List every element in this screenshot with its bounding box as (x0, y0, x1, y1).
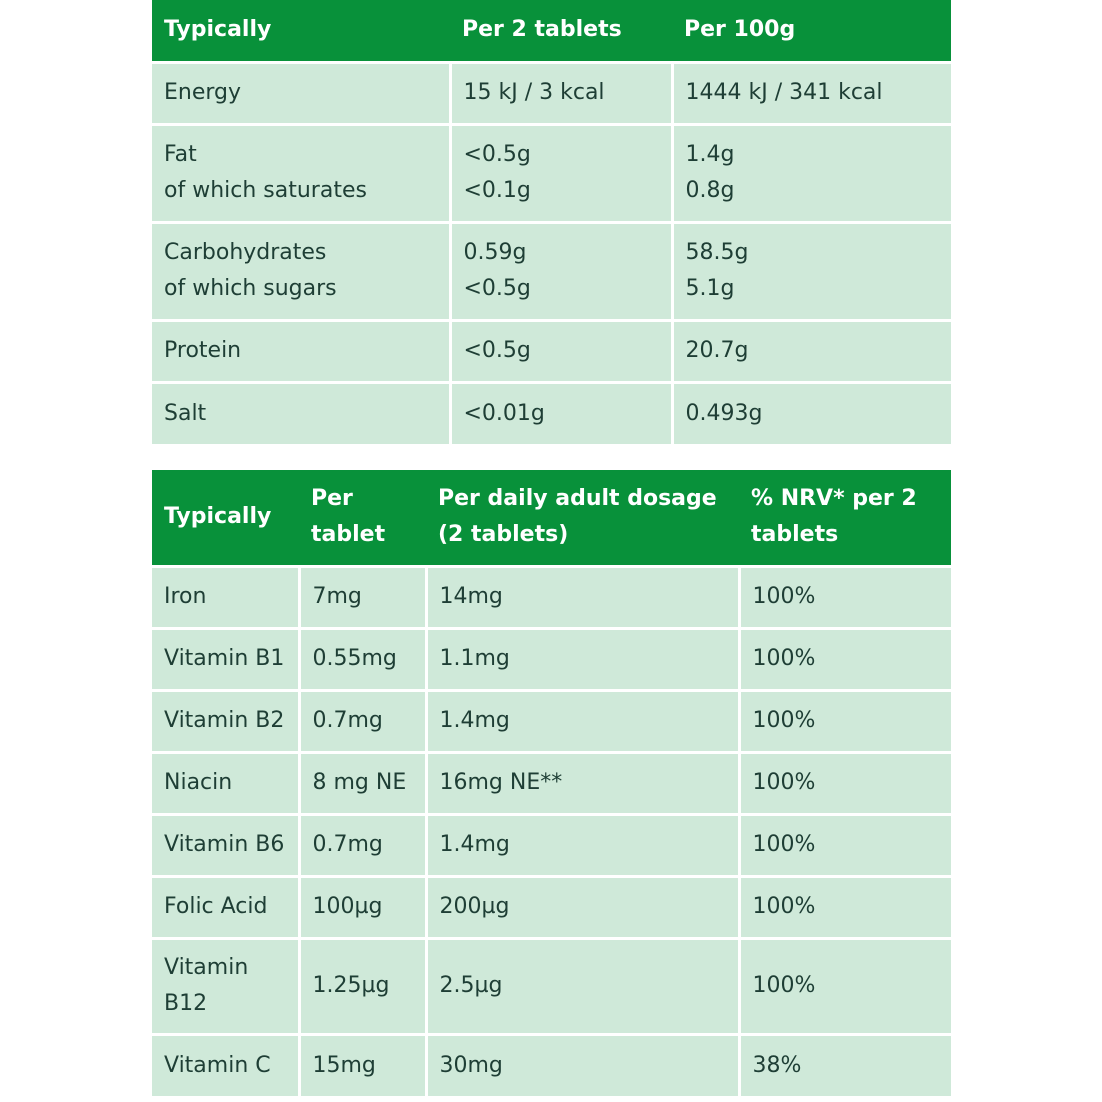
nrv-cell: 100% (739, 628, 951, 690)
per-2-tablets-cell (450, 62, 672, 124)
value-text: 1.4g (685, 142, 735, 167)
value-text: 20.7g (685, 338, 749, 363)
nutrient-label: Energy (164, 80, 242, 105)
nutrition-header-per-100g: Per 100g (672, 0, 951, 62)
value-text: <0.5g (463, 276, 531, 301)
table-row (152, 62, 951, 124)
vitamin-name-cell: Vitamin C (152, 1034, 299, 1096)
table-row (152, 382, 951, 444)
nutrient-cell (152, 320, 450, 382)
table-row (152, 876, 951, 938)
value-text: 15 kJ / 3 kcal (463, 80, 605, 105)
nutrient-sublabel: of which sugars (164, 276, 337, 301)
per-tablet-cell: 0.7mg (299, 814, 426, 876)
value-text: <0.1g (463, 178, 531, 203)
per-tablet-cell: 0.55mg (299, 628, 426, 690)
nrv-cell: 100% (739, 814, 951, 876)
per-tablet-cell: 15mg (299, 1034, 426, 1096)
nutrition-header-row (152, 0, 951, 62)
nrv-cell: 100% (739, 690, 951, 752)
nutrient-cell (152, 222, 450, 320)
vitamin-name-cell: Vitamin B2 (152, 690, 299, 752)
vitamin-name-cell: Niacin (152, 752, 299, 814)
vitamin-name-cell: Vitamin B1 (152, 628, 299, 690)
nutrition-header-typically: Typically (152, 0, 450, 62)
nrv-cell: 100% (739, 938, 951, 1034)
nutrient-label: Salt (164, 400, 207, 426)
per-2-tablets-cell (450, 124, 672, 222)
vitamins-table (152, 470, 951, 1096)
vitamin-name-cell: Folic Acid (152, 876, 299, 938)
table-row (152, 938, 951, 1034)
per-daily-dosage-cell: 16mg NE** (426, 752, 739, 814)
per-2-tablets-cell (450, 222, 672, 320)
per-daily-dosage-cell: 1.4mg (426, 814, 739, 876)
per-daily-dosage-cell: 1.4mg (426, 690, 739, 752)
per-tablet-cell: 8 mg NE (299, 752, 426, 814)
value-text: 0.8g (685, 178, 735, 203)
per-daily-dosage-cell: 2.5µg (426, 938, 739, 1034)
nrv-cell: 100% (739, 752, 951, 814)
value-text: <0.01g (463, 400, 545, 426)
per-100g-cell (672, 382, 951, 444)
table-row (152, 690, 951, 752)
vitamins-header-per-daily-dosage: Per daily adult dosage (2 tablets) (426, 470, 739, 566)
nrv-cell: 100% (739, 566, 951, 628)
per-daily-dosage-cell: 14mg (426, 566, 739, 628)
vitamins-header-per-tablet: Per tablet (299, 470, 426, 566)
table-row (152, 124, 951, 222)
nutrition-header-per-2-tablets: Per 2 tablets (450, 0, 672, 62)
value-text: 1444 kJ / 341 kcal (685, 80, 883, 105)
nutrient-label: Fat (164, 142, 197, 167)
table-row (152, 566, 951, 628)
value-text: 58.5g (685, 240, 749, 265)
per-2-tablets-cell (450, 382, 672, 444)
nutrient-label: Protein (164, 338, 242, 363)
per-100g-cell (672, 62, 951, 124)
nutrition-table (152, 0, 951, 444)
value-text: 0.493g (685, 400, 763, 426)
nutrient-sublabel: of which saturates (164, 178, 367, 203)
nutrient-cell (152, 382, 450, 444)
per-100g-cell (672, 320, 951, 382)
vitamin-name-cell: Iron (152, 566, 299, 628)
vitamin-name-cell: Vitamin B6 (152, 814, 299, 876)
per-tablet-cell: 0.7mg (299, 690, 426, 752)
per-tablet-cell: 100µg (299, 876, 426, 938)
value-text: <0.5g (463, 338, 531, 363)
nutrient-cell (152, 124, 450, 222)
value-text: <0.5g (463, 142, 531, 167)
per-tablet-cell: 7mg (299, 566, 426, 628)
vitamins-header-nrv: % NRV* per 2 tablets (739, 470, 951, 566)
vitamins-header-typically: Typically (152, 470, 299, 566)
value-text: 0.59g (463, 240, 527, 265)
table-row (152, 814, 951, 876)
per-2-tablets-cell (450, 320, 672, 382)
nrv-cell: 38% (739, 1034, 951, 1096)
vitamins-header-row (152, 470, 951, 566)
table-row (152, 628, 951, 690)
table-row (152, 222, 951, 320)
nutrient-label: Carbohydrates (164, 240, 327, 265)
table-row (152, 752, 951, 814)
per-100g-cell (672, 222, 951, 320)
per-tablet-cell: 1.25µg (299, 938, 426, 1034)
per-daily-dosage-cell: 200µg (426, 876, 739, 938)
vitamin-name-cell: Vitamin B12 (152, 938, 299, 1034)
value-text: 5.1g (685, 276, 735, 301)
nrv-cell: 100% (739, 876, 951, 938)
per-daily-dosage-cell: 30mg (426, 1034, 739, 1096)
table-row (152, 320, 951, 382)
nutrient-cell (152, 62, 450, 124)
table-row (152, 1034, 951, 1096)
per-daily-dosage-cell: 1.1mg (426, 628, 739, 690)
per-100g-cell (672, 124, 951, 222)
